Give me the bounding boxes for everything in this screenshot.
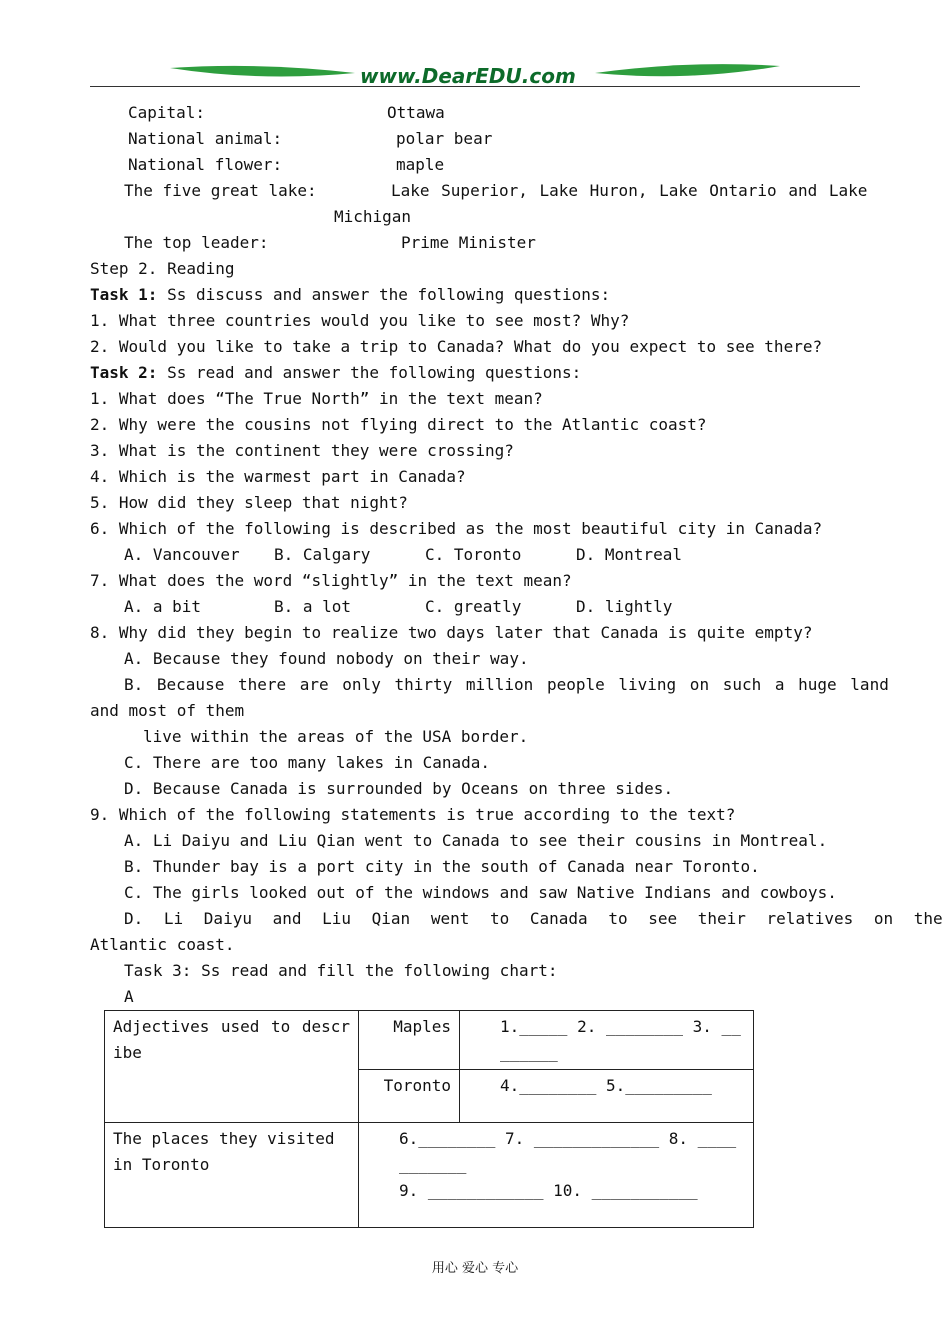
q7-option-d: D. lightly [576,597,673,616]
q6-option-b: B. Calgary [274,545,371,564]
task1-label: Task 1: [90,285,158,304]
q7-option-b: B. a lot [274,597,352,616]
task3-heading: Task 3: Ss read and fill the following chart: [124,961,558,980]
fact-animal-value: polar bear [396,129,493,148]
q8-option-a: A. Because they found nobody on their way. [124,649,529,668]
q9-option-c: C. The girls looked out of the windows and saw Native Indians and cowboys. [124,883,837,902]
task1-heading [90,285,610,305]
fill-chart-table [104,1010,754,1228]
chart-maples-blanks[interactable]: 1._____ 2. ________ 3. ________ [460,1011,754,1070]
fact-lakes-value-cont: Michigan [334,207,412,226]
q6-option-c: C. Toronto [425,545,522,564]
fact-capital-label: Capital: [128,103,206,122]
q8-option-b-cont: and most of them [90,701,245,720]
q7-option-a: A. a bit [124,597,202,616]
q7-option-c: C. greatly [425,597,522,616]
task2-heading [90,363,581,383]
site-logo-text[interactable]: www.DearEDU.com [360,64,576,88]
step2-heading: Step 2. Reading [90,259,235,278]
fact-leader-value: Prime Minister [401,233,536,252]
q8-option-b-cont2: live within the areas of the USA border. [143,727,529,746]
fact-lakes-value: Lake Superior, Lake Huron, Lake Ontario and Lake [391,181,868,200]
q9-option-d: D. Li Daiyu and Liu Qian went to Canada to see their relatives on the [124,909,943,928]
task3-sub-label: A [124,987,134,1006]
chart-toronto-blanks[interactable]: 4.________ 5._________ [460,1070,754,1123]
fact-capital-value: Ottawa [387,103,445,122]
task1-q1: 1. What three countries would you like to see most? Why? [90,311,630,330]
task2-label: Task 2: [90,363,158,382]
task2-q2: 2. Why were the cousins not flying direct to the Atlantic coast? [90,415,707,434]
task2-q1: 1. What does “The True North” in the text mean? [90,389,543,408]
chart-row1-label: Adjectives used to describe [105,1011,359,1123]
chart-places-line1[interactable]: 6.________ 7. _____________ 8. ___________ [399,1129,737,1174]
task2-q5: 5. How did they sleep that night? [90,493,408,512]
fact-flower-value: maple [396,155,445,174]
q6-option-a: A. Vancouver [124,545,240,564]
q9-option-d-cont: Atlantic coast. [90,935,235,954]
fact-flower-label: National flower: [128,155,283,174]
chart-toronto-label: Toronto [359,1070,460,1123]
task2-q8: 8. Why did they begin to realize two days later that Canada is quite empty? [90,623,813,642]
q8-option-d: D. Because Canada is surrounded by Oceans on three sides. [124,779,674,798]
task2-q9: 9. Which of the following statements is true according to the text? [90,805,736,824]
page-footer: 用心 爱心 专心 [431,1261,519,1276]
chart-places-cell[interactable] [359,1123,754,1228]
task2-q4: 4. Which is the warmest part in Canada? [90,467,466,486]
task1-q2: 2. Would you like to take a trip to Canada? What do you expect to see there? [90,337,823,356]
chart-maples-label: Maples [359,1011,460,1070]
fact-leader-label: The top leader: [124,233,269,252]
q6-option-d: D. Montreal [576,545,682,564]
task2-q3: 3. What is the continent they were crossing? [90,441,514,460]
chart-places-line2[interactable]: 9. ____________ 10. ___________ [399,1181,698,1200]
task2-q6: 6. Which of the following is described as the most beautiful city in Canada? [90,519,823,538]
q8-option-c: C. There are too many lakes in Canada. [124,753,491,772]
task1-text: Ss discuss and answer the following questions: [157,285,611,304]
chart-row2-label: The places they visited in Toronto [105,1123,359,1228]
q9-option-b: B. Thunder bay is a port city in the south of Canada near Toronto. [124,857,760,876]
task2-text: Ss read and answer the following questions: [157,363,582,382]
q8-option-b: B. Because there are only thirty million people living on such a huge land [124,675,889,694]
q9-option-a: A. Li Daiyu and Liu Qian went to Canada to see their cousins in Montreal. [124,831,828,850]
fact-animal-label: National animal: [128,129,283,148]
task2-q7: 7. What does the word “slightly” in the text mean? [90,571,572,590]
fact-lakes-label: The five great lake: [124,181,317,200]
header-rule [90,86,860,87]
